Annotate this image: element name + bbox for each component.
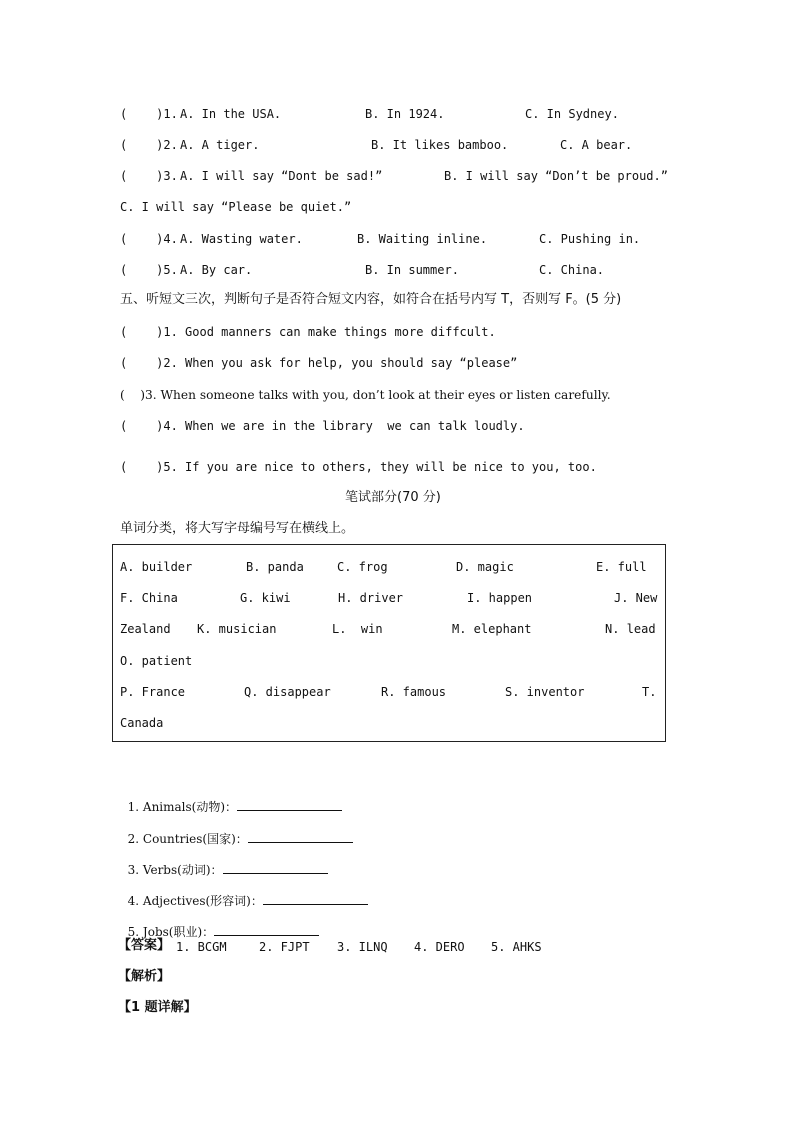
q5-number: ( )5. <box>120 263 178 277</box>
word-t: T. <box>642 685 657 699</box>
word-e: E. full <box>596 560 647 574</box>
q3-option-a: A. I will say “Dont be sad!” <box>180 169 383 183</box>
tf-item-5: ( )5. If you are nice to others, they will be nice to you, too. <box>120 460 597 474</box>
word-g: G. kiwi <box>240 591 291 605</box>
word-j-cont: Zealand <box>120 622 171 636</box>
q4-option-a: A. Wasting water. <box>180 232 303 246</box>
verbs-answer-blank[interactable] <box>223 861 328 874</box>
category-verbs <box>120 845 328 878</box>
word-a: A. builder <box>120 560 193 574</box>
analysis-label: 【解析】 <box>118 969 171 984</box>
q1-number: ( )1. <box>120 107 178 121</box>
q4-number: ( )4. <box>120 232 178 246</box>
section5-title: 五、听短文三次，判断句子是否符合短文内容，如符合在括号内写 T，否则写 F。(5 分) <box>120 292 622 307</box>
q5-option-a: A. By car. <box>180 263 253 277</box>
answer-label: 【答案】 <box>118 938 171 953</box>
classification-instruction: 单词分类，将大写字母编号写在横线上。 <box>120 521 355 536</box>
q5-option-c: C. China. <box>539 263 605 277</box>
category-countries-label: 2. Countries(国家)： <box>127 832 248 846</box>
word-q: Q. disappear <box>244 685 331 699</box>
word-d: D. magic <box>456 560 514 574</box>
category-animals <box>120 782 342 815</box>
answer-3: 3. ILNQ <box>337 940 388 954</box>
answer-2: 2. FJPT <box>259 940 310 954</box>
q3-number: ( )3. <box>120 169 178 183</box>
detail-label: 【1 题详解】 <box>118 1000 197 1015</box>
answer-4: 4. DERO <box>414 940 465 954</box>
word-k: K. musician <box>197 622 277 636</box>
q2-option-a: A. A tiger. <box>180 138 260 152</box>
jobs-answer-blank[interactable] <box>214 923 319 936</box>
q4-option-c: C. Pushing in. <box>539 232 641 246</box>
word-m: M. elephant <box>452 622 532 636</box>
q1-option-c: C. In Sydney. <box>525 107 619 121</box>
word-t-cont: Canada <box>120 716 164 730</box>
q2-option-b: B. It likes bamboo. <box>371 138 509 152</box>
q3-option-c: C. I will say “Please be quiet.” <box>120 200 352 214</box>
countries-answer-blank[interactable] <box>248 830 353 843</box>
word-l: L. win <box>332 622 383 636</box>
word-box <box>112 544 666 742</box>
word-f: F. China <box>120 591 178 605</box>
tf-item-2: ( )2. When you ask for help, you should say “please” <box>120 356 518 370</box>
answer-5: 5. AHKS <box>491 940 542 954</box>
answer-1: 1. BCGM <box>176 940 227 954</box>
q2-number: ( )2. <box>120 138 178 152</box>
word-h: H. driver <box>338 591 404 605</box>
word-b: B. panda <box>246 560 304 574</box>
adjectives-answer-blank[interactable] <box>263 892 368 905</box>
category-jobs-label: 5. Jobs(职业)： <box>127 925 215 939</box>
category-jobs <box>120 907 319 940</box>
q1-option-a: A. In the USA. <box>180 107 282 121</box>
category-animals-label: 1. Animals(动物)： <box>127 800 238 814</box>
q3-option-b: B. I will say “Don’t be proud.” <box>444 169 668 183</box>
word-n: N. lead <box>605 622 656 636</box>
q1-option-b: B. In 1924. <box>365 107 445 121</box>
tf-item-1: ( )1. Good manners can make things more diffcult. <box>120 325 496 339</box>
word-j: J. New <box>614 591 658 605</box>
q4-option-b: B. Waiting inline. <box>357 232 488 246</box>
word-c: C. frog <box>337 560 388 574</box>
q2-option-c: C. A bear. <box>560 138 633 152</box>
tf-item-4: ( )4. When we are in the library we can talk loudly. <box>120 419 525 433</box>
q5-option-b: B. In summer. <box>365 263 459 277</box>
word-o: O. patient <box>120 654 193 668</box>
word-p: P. France <box>120 685 186 699</box>
word-i: I. happen <box>467 591 533 605</box>
tf-item-3: ( )3. When someone talks with you, don’t look at their eyes or listen carefully. <box>120 388 611 402</box>
category-adjectives-label: 4. Adjectives(形容词)： <box>127 894 263 908</box>
category-countries <box>120 814 353 847</box>
written-section-title: 笔试部分(70 分) <box>345 490 441 505</box>
animals-answer-blank[interactable] <box>237 798 342 811</box>
category-verbs-label: 3. Verbs(动词)： <box>127 863 223 877</box>
category-adjectives <box>120 876 368 909</box>
word-s: S. inventor <box>505 685 585 699</box>
word-r: R. famous <box>381 685 447 699</box>
